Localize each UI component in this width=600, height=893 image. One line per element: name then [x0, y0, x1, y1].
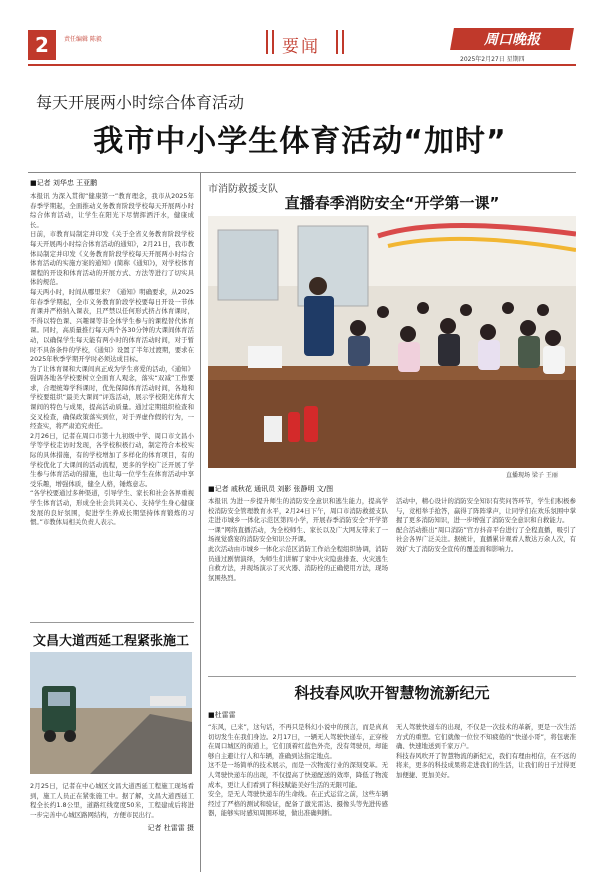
headline-rule: [28, 172, 576, 173]
tech-paragraph: 安全，是无人驾驶快递车的生命线。在正式运营之前，这些车辆经过了严格的测试和验证，配备了激光雷达、摄像头等先进传感器，能够实时感知周围环境，做出准确判断。: [208, 790, 388, 818]
newspaper-logo: [450, 28, 574, 50]
tech-article: [208, 710, 576, 819]
fire-columns: [208, 497, 576, 583]
road-article: [30, 782, 194, 833]
road-paragraph: 2月25日，记者在中心城区文昌大道西延工程施工现场看到，施工人员正在紧张施工中。据了解，文昌大道西延工程全长约1.8公里，道路红线宽度50米，工程建成后将进一步完善中心城区路网结构，方便市民出行。: [30, 782, 194, 819]
lead-headline: 我市中小学生体育活动“加时”: [93, 124, 507, 159]
tech-paragraph: 科技春风吹开了智慧物流的新纪元，我们有理由相信，在不远的将来，更多的科技成果将走进我们的生活，让我们的日子过得更加便捷、更加美好。: [396, 751, 576, 779]
tech-columns: [208, 723, 576, 819]
tech-paragraph: 这不是一场简单的技术展示，而是一次物流行业的深刻变革。无人驾驶快递车的出现，不仅提高了快递配送的效率，降低了物流成本，更让人们看到了科技赋能美好生活的无限可能。: [208, 761, 388, 789]
lead-paragraph: 本报讯 为深入贯彻“健康第一”教育理念，我市从2025年春季学期起，全面推动义务教育阶段学校每天开展两小时综合体育活动，让学生在阳光下尽情挥洒汗水，健康成长。: [30, 192, 194, 229]
left-column-rule: [30, 622, 194, 623]
lead-kicker: 每天开展两小时综合体育活动: [36, 93, 245, 112]
editor-line-1: 责任编辑 陈毅: [64, 36, 102, 43]
tech-paragraph: “东风，已来”，这句话，不再只是科幻小说中的预言，而是真真切切发生在我们身边。2月17日，一辆无人驾驶快递车，正穿梭在周口城区的街道上，它们顶着红蓝色外壳，没有驾驶员，却能够自主避让行人和车辆，准确到达指定地点。: [208, 723, 388, 760]
page-number: 2: [28, 30, 56, 60]
lead-paragraph: 日前，市教育局制定并印发《关于全省义务教育阶段学校每天开展两小时综合体育活动的通知》，2月21日，我市教体局制定并印发《义务教育阶段学校每天开展两小时综合体育活动的实施方案的通知》(简称《通知》)，对学校体育课程的开设和体育活动的开展方式、方法等进行了切实具体的规范。: [30, 230, 194, 287]
lead-paragraph: 为了让体育课和大课间真正成为学生喜爱的活动，《通知》强调各地各学校要树立全面育人观念，落实“双减”工作要求，合理统筹学科课时，优先保障体育活动时间，各地和学校要组织“最美大课间”评选活动，展示学校阳光体育大课间的特色与成果，提高活动质量。通过定期组织检查和交叉检查，确保政策落实到位，对于弄虚作假的行为，一经查实，将严肃追究责任。: [30, 364, 194, 431]
section-divider-left: [266, 30, 274, 54]
road-headline: 文昌大道西延工程紧张施工: [32, 634, 189, 649]
road-photo: [30, 652, 192, 774]
fire-paragraph: 配合活动推出“周口消防”官方抖音平台进行了全程直播，吸引了社会各界广泛关注。据统计，直播累计观看人数达万余人次，有效扩大了消防安全宣传的覆盖面和影响力。: [396, 525, 576, 553]
fire-article: [208, 484, 576, 583]
editor-tag: [64, 36, 102, 44]
tech-byline: ■杜雷雷: [208, 711, 236, 719]
classroom-photo: [208, 216, 576, 468]
road-construction-illustration: [30, 652, 192, 774]
fire-paragraph: 活动中，精心设计的消防安全知识有奖问答环节，学生们积极参与，竞相举手抢答，赢得了阵阵掌声，让同学们在欢乐氛围中掌握了更多消防知识，进一步增强了消防安全意识和自救能力。: [396, 497, 576, 525]
lead-paragraph: 2月26日，记者在周口市第十九初级中学、周口市文昌小学等学校走访时发现，各学校积极行动，制定符合本校实际的具体措施，有的学校增加了多样化的体育项目，有的学校优化了大课间的活动流程，更多的学校广泛开展了学生参与体育活动的措施，也让每一位学生在体育活动中享受乐趣，增强体质，健全人格，锤炼意志。: [30, 431, 194, 488]
classroom-illustration: [208, 216, 576, 468]
section-divider-right: [336, 30, 344, 54]
lead-paragraph: 每天两小时，时间从哪里来？《通知》明确要求，从2025年春季学期起，全市义务教育阶段学校要每日开设一节体育课并严格纳入课表，且严禁以任何形式挤占体育课时，不得以特色课、兴趣课等非全体学生参与的课程替代体育课。同时，高质量推行每天两个各30分钟的大课间体育活动，以确保学生每天能有两小时的体育活动时间，对于暂时不具备条件的学校，《通知》设置了半年过渡期，要求在2025年秋季学期开学时必须达成目标。: [30, 287, 194, 364]
fire-subhead: 市消防救援支队: [208, 184, 278, 195]
road-byline: 记者 杜雷雷 摄: [147, 824, 194, 833]
lead-article: [30, 178, 194, 528]
tech-headline: 科技春风吹开智慧物流新纪元: [294, 684, 490, 702]
masthead-rule: [28, 64, 576, 66]
column-divider: [200, 172, 201, 872]
tech-paragraph: 无人驾驶快递车的出现，不仅是一次技术的革新，更是一次生活方式的重塑。它们就像一位位不知疲倦的“快递小哥”，将包裹准确、快速地送到千家万户。: [396, 723, 576, 751]
photo-caption: 直播现场 梁子 王丽: [506, 472, 558, 479]
lead-byline: ■记者 刘华忠 王亚鹏: [30, 179, 98, 187]
logo-text: 周口晚报: [484, 32, 540, 48]
fire-paragraph: 此次活动由市城乡一体化示范区消防工作站全程组织协调，消防员通过剧情演绎，为师生们讲解了家中火灾隐患排查、火灾逃生自救方法，并现场演示了灭火器、消防栓的正确使用方法，现场氛围热烈。: [208, 544, 388, 582]
tech-rule: [208, 676, 576, 677]
fire-headline: 直播春季消防安全“开学第一课”: [284, 194, 500, 212]
fire-byline: ■记者 戚秋花 通讯员 刘影 张静明 文/图: [208, 485, 334, 493]
section-title: 要闻: [282, 37, 320, 57]
fire-paragraph: 本报讯 为进一步提升师生的消防安全意识和逃生能力，提高学校消防安全管理教育水平，2月24日下午，周口市消防救援支队走进市城乡一体化示范区第四小学，开展春季消防安全“开学第一课”网络直播活动，为全校师生、家长以及广大网友带来了一场视觉盛宴的消防安全知识公开课。: [208, 497, 388, 544]
issue-date: 2025年2月27日 星期四: [460, 56, 525, 63]
lead-paragraph: “各学校要通过多种渠道，引导学生、家长和社会各界重视学生体育活动，形成全社会共同关心、支持学生身心健康发展的良好氛围，促进学生养成长期坚持体育锻炼的习惯。”市教体局相关负责人表示。: [30, 489, 194, 527]
